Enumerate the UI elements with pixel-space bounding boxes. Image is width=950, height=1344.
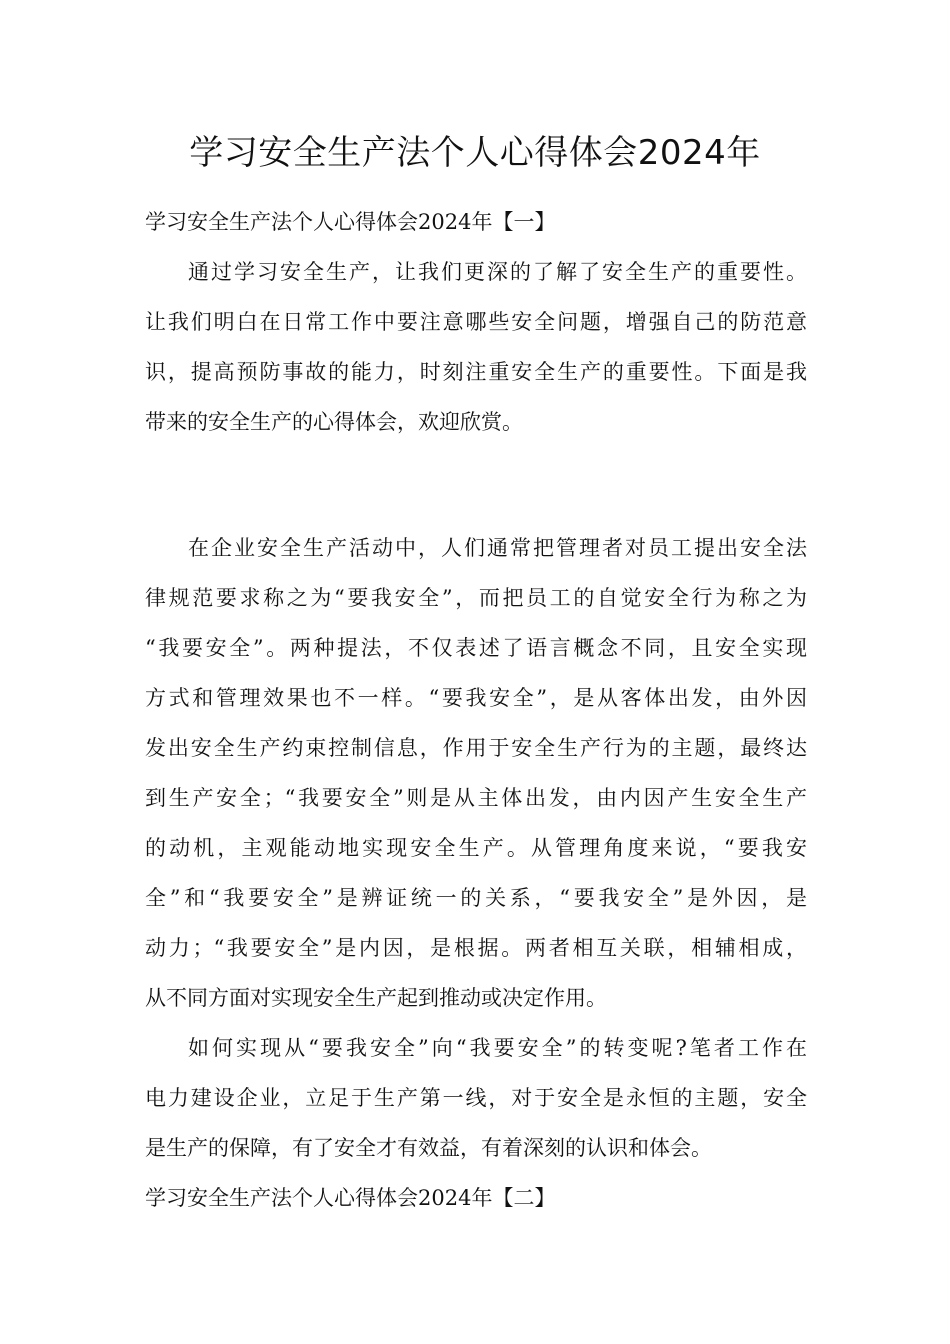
paragraph-1-line: 让我们明白在日常工作中要注意哪些安全问题，增强自己的防范意 [145,310,807,334]
paragraph-2-line: 的动机，主观能动地实现安全生产。从管理角度来说，“要我安 [145,836,807,860]
paragraph-1-line: 带来的安全生产的心得体会，欢迎欣赏。 [145,410,523,434]
paragraph-2-line: “我要安全”。两种提法，不仅表述了语言概念不同，且安全实现 [145,636,807,660]
paragraph-2-line: 发出安全生产约束控制信息，作用于安全生产行为的主题，最终达 [145,736,807,760]
paragraph-2-line: 到生产安全；“我要安全”则是从主体出发，由内因产生安全生产 [145,786,807,810]
paragraph-3-line: 如何实现从“要我安全”向“我要安全”的转变呢?笔者工作在 [188,1036,807,1060]
paragraph-3-line: 是生产的保障，有了安全才有效益，有着深刻的认识和体会。 [145,1136,712,1160]
paragraph-2-line: 从不同方面对实现安全生产起到推动或决定作用。 [145,986,607,1010]
section-heading-2: 学习安全生产法个人心得体会2024年【二】 [145,1186,556,1210]
paragraph-1-line: 通过学习安全生产，让我们更深的了解了安全生产的重要性。 [188,260,807,284]
paragraph-2-line: 律规范要求称之为“要我安全”，而把员工的自觉安全行为称之为 [145,586,807,610]
document-title: 学习安全生产法个人心得体会2024年 [189,133,761,173]
paragraph-2 [145,523,807,1223]
section-heading-1: 学习安全生产法个人心得体会2024年【一】 [145,210,556,234]
paragraph-2-line: 动力；“我要安全”是内因，是根据。两者相互关联，相辅相成， [145,936,807,960]
paragraph-2-line: 全”和“我要安全”是辨证统一的关系，“要我安全”是外因，是 [145,886,807,910]
paragraph-3-line: 电力建设企业，立足于生产第一线，对于安全是永恒的主题，安全 [145,1086,807,1110]
paragraph-1-line: 识，提高预防事故的能力，时刻注重安全生产的重要性。下面是我 [145,360,807,384]
section-1 [145,197,807,447]
paragraph-2-line: 方式和管理效果也不一样。“要我安全”，是从客体出发，由外因 [145,686,807,710]
paragraph-2-line: 在企业安全生产活动中，人们通常把管理者对员工提出安全法 [188,536,807,560]
